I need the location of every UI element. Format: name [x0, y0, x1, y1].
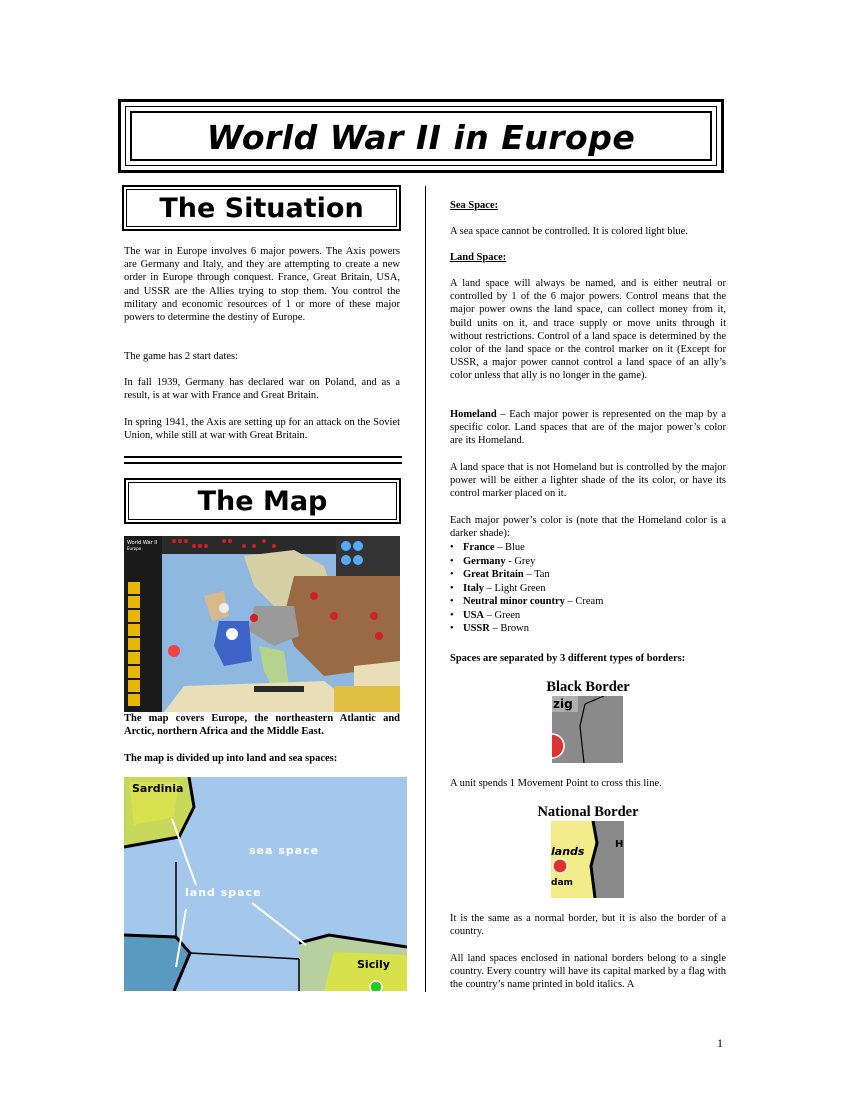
power-color-list [450, 541, 603, 636]
lighter-shade-text: A land space that is not Homeland but is controlled by the major power will be either a lighter shade of the its color, or have its control marker placed on it. [450, 462, 726, 500]
mini-map-subtitle: Europe [127, 546, 142, 551]
sea-space-heading: Sea Space: [450, 200, 499, 211]
game-map-image [124, 536, 400, 712]
situation-heading-box [122, 185, 401, 231]
borders-intro: Spaces are separated by 3 different types of borders: [450, 653, 686, 664]
homeland-paragraph [450, 408, 726, 448]
national-border-paragraph-2: All land spaces enclosed in national borders belong to a single country. Every country will have its capital marked by a flag with the country’s name printed in bold italics. A [450, 953, 726, 991]
title-frame [118, 99, 724, 173]
section-rule-top [124, 456, 402, 458]
homeland-text: – Each major power is represented on the map by a specific color. Land spaces that are of the major power’s color are its Homeland. [450, 409, 726, 447]
map-heading: The Map [197, 486, 328, 517]
zoom-label-land-space: land space [185, 886, 262, 899]
list-item: • Germany - Grey [450, 555, 603, 569]
list-item: • Great Britain – Tan [450, 568, 603, 582]
situation-paragraph-2: The game has 2 start dates: [124, 351, 239, 362]
national-border-figure [551, 821, 624, 898]
section-rule-bottom [124, 462, 402, 464]
national-border-fragment-1: lands [551, 845, 585, 858]
black-border-figure [552, 696, 623, 763]
list-item: • Italy – Light Green [450, 582, 603, 596]
page-number: 1 [717, 1036, 723, 1050]
land-space-text: A land space will always be named, and is either neutral or controlled by 1 of the 6 major powers. Control means that the major power owns the land space, can collect money from it, build units on it, and trace supply or move units through it without restrictions. Control of a land space is determined by the color of the land space or the control marker on it (Except for USSR, a major power cannot control a land space of an ally’s color unless that ally is no longer in the game). [450, 278, 726, 382]
national-border-text: It is the same as a normal border, but it is also the border of a country. [450, 913, 726, 938]
situation-heading: The Situation [159, 193, 364, 224]
mini-map-title: World War II [127, 540, 158, 546]
sea-space-text: A sea space cannot be controlled. It is colored light blue. [450, 226, 688, 237]
map-divided-text: The map is divided up into land and sea spaces: [124, 753, 338, 764]
list-item: • France – Blue [450, 541, 603, 555]
national-border-fragment-2: dam [551, 878, 573, 888]
colors-intro: Each major power’s color is (note that the Homeland color is a darker shade): [450, 515, 726, 540]
zoom-label-sea-space: sea space [249, 844, 320, 857]
national-border-title: National Border [537, 804, 639, 820]
page-title: World War II in Europe [206, 118, 636, 157]
black-border-title: Black Border [546, 679, 630, 695]
land-space-heading: Land Space: [450, 252, 507, 263]
zoom-label-sicily: Sicily [357, 958, 390, 971]
zoom-label-sardinia: Sardinia [132, 782, 184, 795]
black-border-fragment: zig [553, 697, 573, 711]
list-item: • USA – Green [450, 609, 603, 623]
national-border-image [551, 821, 624, 898]
map-zoom-example [124, 777, 407, 991]
list-item: • USSR – Brown [450, 622, 603, 636]
situation-paragraph-3: In fall 1939, Germany has declared war on Poland, and as a result, is at war with France and Great Britain. [124, 377, 400, 402]
game-map-overview [124, 536, 400, 712]
map-zoom-image [124, 777, 407, 991]
situation-paragraph-4: In spring 1941, the Axis are setting up for an attack on the Soviet Union, while still at war with Great Britain. [124, 417, 400, 442]
map-heading-box [124, 478, 401, 524]
black-border-image [552, 696, 623, 763]
homeland-term: Homeland [450, 409, 497, 420]
national-border-fragment-3: H [615, 839, 624, 850]
map-caption: The map covers Europe, the northeastern Atlantic and Arctic, northern Africa and the Middle East. [124, 713, 400, 738]
list-item: • Neutral minor country – Cream [450, 595, 603, 609]
situation-paragraph-1: The war in Europe involves 6 major powers. The Axis powers are Germany and Italy, and they are attempting to create a new order in Europe through conquest. France, Great Britain, USA, and USSR are the Allies trying to stop them. You control the military and economic resources of 1 or more of these major powers to determine the destiny of Europe. [124, 246, 400, 324]
black-border-text: A unit spends 1 Movement Point to cross this line. [450, 778, 662, 789]
column-divider [425, 186, 426, 992]
